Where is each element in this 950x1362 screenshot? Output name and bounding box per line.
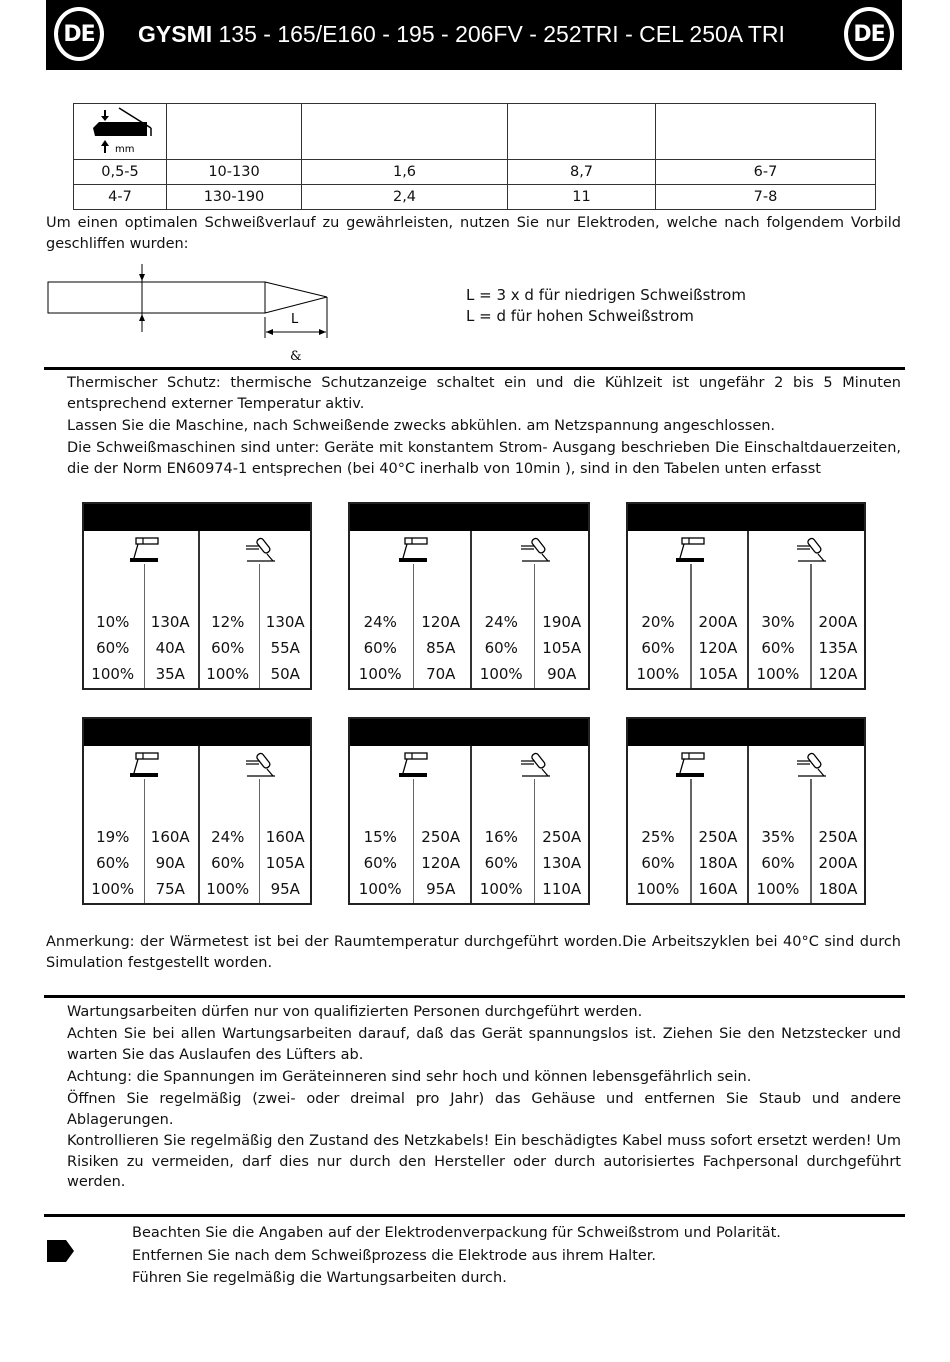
duty-current: 105A — [542, 639, 582, 657]
note-item: Führen Sie regelmäßig die Wartungsarbeiten durch. — [132, 1270, 507, 1286]
duty-percent: 100% — [91, 880, 135, 898]
duty-current: 35A — [155, 665, 185, 683]
duty-percent: 15% — [363, 828, 397, 846]
table-cell: 6-7 — [656, 160, 876, 185]
duty-percent: 25% — [641, 828, 675, 846]
rule-low-current: L = 3 x d für niedrigen Schweißstrom — [466, 286, 746, 304]
duty-current: 120A — [698, 639, 738, 657]
duty-current: 200A — [818, 854, 858, 872]
duty-current: 90A — [155, 854, 185, 872]
duty-percent: 19% — [96, 828, 130, 846]
section-divider — [44, 367, 905, 370]
section-divider — [44, 995, 905, 998]
duty-current: 55A — [270, 639, 300, 657]
table-title-bar — [350, 504, 588, 531]
arrow-right-icon — [46, 1234, 76, 1268]
language-badge-left: DE — [54, 7, 104, 61]
duty-current: 160A — [150, 828, 190, 846]
duty-current: 190A — [542, 613, 582, 631]
duty-percent: 60% — [363, 639, 397, 657]
duty-cycle-table — [82, 502, 312, 690]
duty-current: 120A — [421, 854, 461, 872]
duty-percent: 16% — [484, 828, 518, 846]
duty-current: 130A — [265, 613, 305, 631]
table-title-bar — [84, 504, 310, 531]
section-divider — [44, 1214, 905, 1217]
table-cell: 7-8 — [656, 185, 876, 210]
duty-cycle-table — [348, 717, 590, 905]
duty-cycle-table — [82, 717, 312, 905]
duty-current: 160A — [698, 880, 738, 898]
maintenance-item: Öffnen Sie regelmäßig (zwei- oder dreimal pro Jahr) das Gehäuse und entfernen Sie Staub und andere Ablagerungen. — [67, 1091, 901, 1128]
table-cell: 130-190 — [167, 185, 302, 210]
table-cell: 10-130 — [167, 160, 302, 185]
maintenance-item: Wartungsarbeiten dürfen nur von qualifizierten Personen durchgeführt werden. — [67, 1004, 643, 1020]
unit-label: mm — [115, 143, 135, 154]
duty-percent: 100% — [636, 665, 680, 683]
table-row — [74, 160, 876, 185]
duty-percent: 24% — [484, 613, 518, 631]
table-title-bar — [628, 504, 864, 531]
duty-percent: 60% — [484, 639, 518, 657]
rule-high-current: L = d für hohen Schweißstrom — [466, 307, 694, 325]
duty-current: 160A — [265, 828, 305, 846]
duty-percent: 100% — [206, 880, 250, 898]
table-cell: 8,7 — [508, 160, 656, 185]
duty-cycle-intro: Die Schweißmaschinen sind unter: Geräte mit konstantem Strom- Ausgang beschrieben Die Einschaltdauerzeiten, die der Norm EN60974-1 entsprechen (bei 40°C inerhalb von 10min ), sind in den Tabelen unten erfasst — [67, 440, 901, 477]
duty-percent: 100% — [91, 665, 135, 683]
duty-percent: 100% — [358, 880, 402, 898]
header-cell-shade — [508, 104, 656, 160]
material-thickness-icon — [85, 106, 155, 154]
table-row — [74, 185, 876, 210]
duty-percent: 100% — [756, 880, 800, 898]
table-cell: 11 — [508, 185, 656, 210]
duty-percent: 60% — [641, 854, 675, 872]
page-title — [138, 0, 785, 70]
maintenance-item: Achten Sie bei allen Wartungsarbeiten darauf, daß das Gerät spannungslos ist. Ziehen Sie den Netzstecker und warten Sie das Auslaufen des Lüfters ab. — [67, 1026, 901, 1063]
duty-current: 95A — [426, 880, 456, 898]
duty-current: 95A — [270, 880, 300, 898]
duty-current: 130A — [150, 613, 190, 631]
duty-percent: 60% — [96, 639, 130, 657]
duty-current: 250A — [818, 828, 858, 846]
duty-percent: 60% — [641, 639, 675, 657]
page-header — [46, 0, 902, 70]
electrode-table — [73, 103, 876, 210]
duty-current: 200A — [698, 613, 738, 631]
duty-cycle-table — [626, 502, 866, 690]
duty-current: 50A — [270, 665, 300, 683]
grinding-rules — [466, 285, 746, 327]
duty-current: 75A — [155, 880, 185, 898]
duty-percent: 100% — [636, 880, 680, 898]
duty-current: 180A — [698, 854, 738, 872]
duty-percent: 60% — [484, 854, 518, 872]
maintenance-item: Kontrollieren Sie regelmäßig den Zustand des Netzkabels! Ein beschädigtes Kabel muss sofort ersetzt werden! Um Risiken zu vermeiden, darf dies nur durch den Hersteller oder durch autorisiertes Fachpersonal durchgeführt werden. — [67, 1133, 901, 1190]
diameter-label: & — [290, 349, 302, 364]
duty-current: 180A — [818, 880, 858, 898]
duty-percent: 60% — [761, 639, 795, 657]
duty-current: 90A — [547, 665, 577, 683]
duty-cycle-table — [626, 717, 866, 905]
duty-percent: 12% — [211, 613, 245, 631]
header-cell-current — [167, 104, 302, 160]
duty-percent: 60% — [211, 854, 245, 872]
model-list: 135 - 165/E160 - 195 - 206FV - 252TRI - CEL 250A TRI — [212, 21, 785, 47]
table-title-bar — [350, 719, 588, 746]
duty-current: 135A — [818, 639, 858, 657]
duty-current: 105A — [265, 854, 305, 872]
table-cell: 1,6 — [302, 160, 508, 185]
duty-current: 250A — [421, 828, 461, 846]
duty-current: 250A — [542, 828, 582, 846]
duty-percent: 60% — [96, 854, 130, 872]
duty-percent: 100% — [479, 880, 523, 898]
brand-name: GYSMI — [138, 21, 213, 47]
maintenance-item: Achtung: die Spannungen im Geräteinneren sind sehr hoch und können lebensgefährlich sein. — [67, 1069, 752, 1085]
duty-current: 85A — [426, 639, 456, 657]
duty-current: 70A — [426, 665, 456, 683]
duty-current: 120A — [421, 613, 461, 631]
duty-percent: 10% — [96, 613, 130, 631]
grinding-intro: Um einen optimalen Schweißverlauf zu gewährleisten, nutzen Sie nur Elektroden, welche nach folgendem Vorbild geschliffen wurden: — [46, 215, 901, 252]
duty-cycle-table — [348, 502, 590, 690]
duty-percent: 20% — [641, 613, 675, 631]
duty-percent: 24% — [211, 828, 245, 846]
duty-percent: 100% — [206, 665, 250, 683]
duty-percent: 100% — [479, 665, 523, 683]
note-item: Entfernen Sie nach dem Schweißprozess die Elektrode aus ihrem Halter. — [132, 1247, 657, 1264]
duty-percent: 60% — [211, 639, 245, 657]
header-cell-flow — [656, 104, 876, 160]
table-header-row — [74, 104, 876, 160]
table-cell: 4-7 — [74, 185, 167, 210]
duty-percent: 60% — [363, 854, 397, 872]
duty-percent: 35% — [761, 828, 795, 846]
duty-current: 105A — [698, 665, 738, 683]
thickness-header-cell — [74, 104, 167, 160]
note-item: Beachten Sie die Angaben auf der Elektrodenverpackung für Schweißstrom und Polarität. — [132, 1225, 781, 1241]
cooldown-text: Lassen Sie die Maschine, nach Schweißende zwecks abkühlen. am Netzspannung angeschlossen. — [67, 418, 776, 434]
duty-percent: 24% — [363, 613, 397, 631]
table-title-bar — [84, 719, 310, 746]
length-label: L — [291, 312, 299, 327]
duty-current: 200A — [818, 613, 858, 631]
duty-current: 120A — [818, 665, 858, 683]
duty-percent: 100% — [756, 665, 800, 683]
duty-current: 130A — [542, 854, 582, 872]
duty-current: 250A — [698, 828, 738, 846]
header-cell-electrode — [302, 104, 508, 160]
duty-percent: 60% — [761, 854, 795, 872]
notes-list — [132, 1222, 781, 1290]
table-cell: 2,4 — [302, 185, 508, 210]
duty-percent: 100% — [358, 665, 402, 683]
thermal-protection-text: Thermischer Schutz: thermische Schutzanzeige schaltet ein und die Kühlzeit ist ungefähr 2 bis 5 Minuten entsprechend externer Temperatur aktiv. — [67, 375, 901, 412]
electrode-grinding-diagram — [46, 262, 346, 367]
table-title-bar — [628, 719, 864, 746]
remark-text: Anmerkung: der Wärmetest ist bei der Raumtemperatur durchgeführt worden.Die Arbeitszyklen bei 40°C sind durch Simulation festgestellt worden. — [46, 934, 901, 971]
table-cell: 0,5-5 — [74, 160, 167, 185]
duty-current: 40A — [155, 639, 185, 657]
duty-current: 110A — [542, 880, 582, 898]
duty-percent: 30% — [761, 613, 795, 631]
language-badge-right: DE — [844, 7, 894, 61]
